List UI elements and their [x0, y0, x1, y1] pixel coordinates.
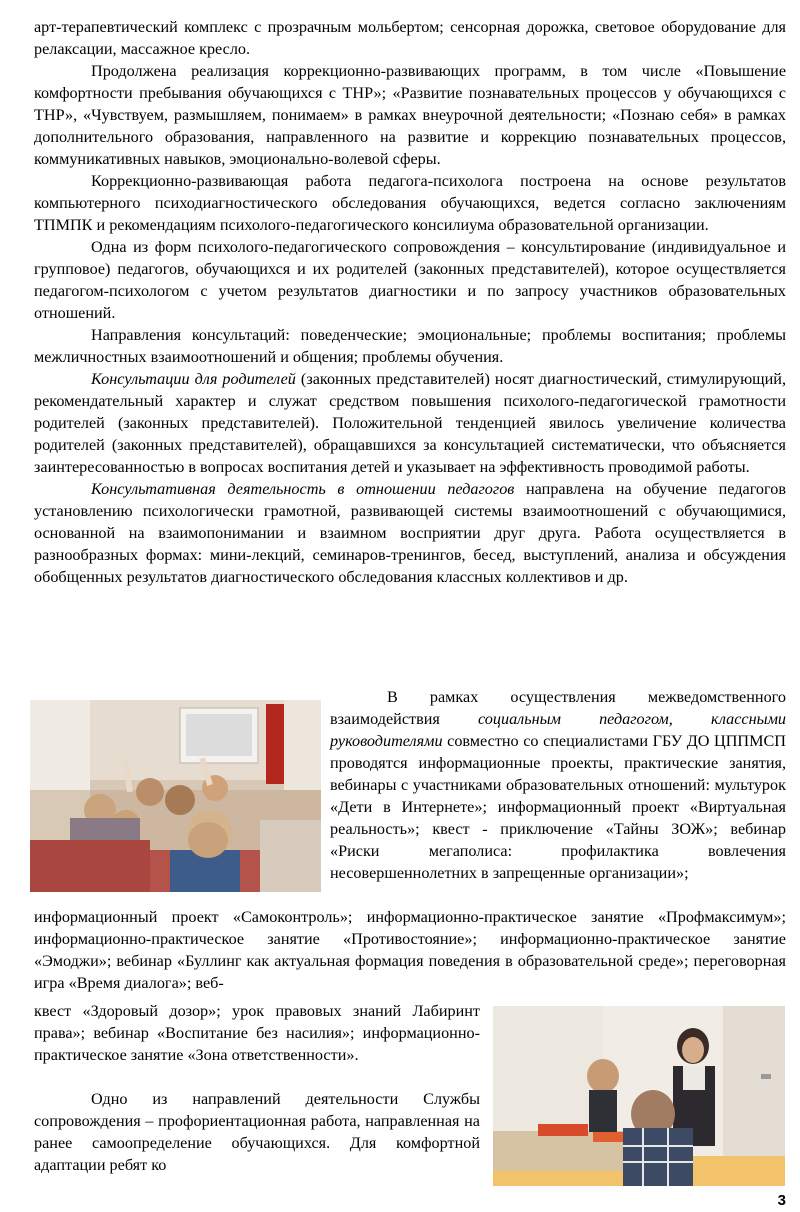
- teachers-heading: Консультативная деятельность в отношении педагогов: [91, 480, 515, 498]
- interagency-list-cont: информационный проект «Самоконтроль»; информационно-практическое занятие «Профмаксимум»; информационно-практическое занятие «Противостояние»; информационно-практическое занятие «Эмоджи»; вебинар «Буллинг как актуальная формация поведения в образовательной среде»; переговорная игра «Время диалога»; веб-: [34, 908, 786, 992]
- paragraph-consult-directions: Направления консультаций: поведенческие; эмоциональные; проблемы воспитания; проблемы межличностных взаимоотношений и общения; проблемы обучения.: [34, 326, 786, 366]
- page-number: 3: [777, 1192, 786, 1209]
- paragraph-programs: Продолжена реализация коррекционно-развивающих программ, в том числе «Повышение комфортности пребывания обучающихся с ТНР»; «Развитие познавательных процессов у обучающихся с ТНР», «Чувствуем, размышляем, понимаем» в рамках внеурочной деятельности; «Познаю себя» в рамках дополнительного образования, направленного на развитие и коррекцию познавательных процессов, коммуникативных навыков, эмоционально-волевой сферы.: [34, 62, 786, 168]
- paragraph-correction-work: Коррекционно-развивающая работа педагога-психолога построена на основе результатов компьютерного психодиагностического обследования обучающихся, ведется согласно заключениям ТПМПК и рекомендациям психолого-педагогического консилиума образовательной организации.: [34, 172, 786, 234]
- career-guidance-text: Одно из направлений деятельности Службы сопровождения – профориентационная работа, направленная на ранее самоопределение обучающихся. Для комфортной адаптации ребят ко: [34, 1090, 480, 1174]
- interagency-list: совместно со специалистами ГБУ ДО ЦППМСП проводятся информационные проекты, практические занятия, вебинары с участниками образовательных отношений: мультурок «Дети в Интернете»; информационный проект «Виртуальная реальность»; квест - приключение «Тайны ЗОЖ»; вебинар «Риски мегаполиса: профилактика вовлечения несовершеннолетних в запрещенные организации»;: [330, 732, 786, 882]
- photo-teacher-with-children: [493, 1006, 785, 1186]
- interagency-intro: В рамках осуществления межведомственного взаимодействия: [330, 688, 786, 728]
- paragraph-interagency-cont: [34, 906, 786, 994]
- paragraph-career-guidance: [34, 1088, 480, 1176]
- paragraph-interagency: [330, 686, 786, 884]
- document-body: [34, 16, 786, 588]
- teachers-text: направлена на обучение педагогов установлению психологически грамотной, развивающей системы взаимоотношений с обучающимися, основанной на взаимопонимании и взаимном восприятии друг друга. Работа осуществляется в разнообразных формах: мини-лекций, семинаров-тренингов, бесед, выступлений, анализа и обсуждения обобщенных результатов диагностического обследования классных коллективов и др.: [34, 480, 786, 586]
- parents-heading: Консультации для родителей: [91, 370, 296, 388]
- interagency-list-end: квест «Здоровый дозор»; урок правовых знаний Лабиринт права»; вебинар «Воспитание без насилия»; информационно-практическое занятие «Зона ответственности».: [34, 1002, 480, 1064]
- paragraph-consulting: Одна из форм психолого-педагогического сопровождения – консультирование (индивидуальное и групповое) педагогов, обучающихся и их родителей (законных представителей), которое осуществляется педагогом-психологом с учетом результатов диагностики и по запросу участников образовательных отношений.: [34, 238, 786, 322]
- photo-classroom-audience: [30, 700, 321, 892]
- interagency-roles: социальным педагогом, классными руководителями: [330, 710, 786, 750]
- paragraph-equipment: арт-терапевтический комплекс с прозрачным мольбертом; сенсорная дорожка, световое оборудование для релаксации, массажное кресло.: [34, 18, 786, 58]
- paragraph-interagency-end: [34, 1000, 480, 1066]
- teacher-photo-illustration: [493, 1006, 785, 1186]
- paragraph-teachers: [34, 478, 786, 588]
- parents-text: (законных представителей) носят диагностический, стимулирующий, рекомендательный характер и служат средством повышения психолого-педагогической грамотности родителей (законных представителей). Положительной тенденцией явилось увеличение количества родителей (законных представителей), обращавшихся за консультацией систематически, что объясняется заинтересованностью в вопросах воспитания детей и указывает на эффективность проводимой работы.: [34, 370, 787, 476]
- classroom-photo-illustration: [30, 700, 321, 892]
- paragraph-parents: [34, 368, 786, 478]
